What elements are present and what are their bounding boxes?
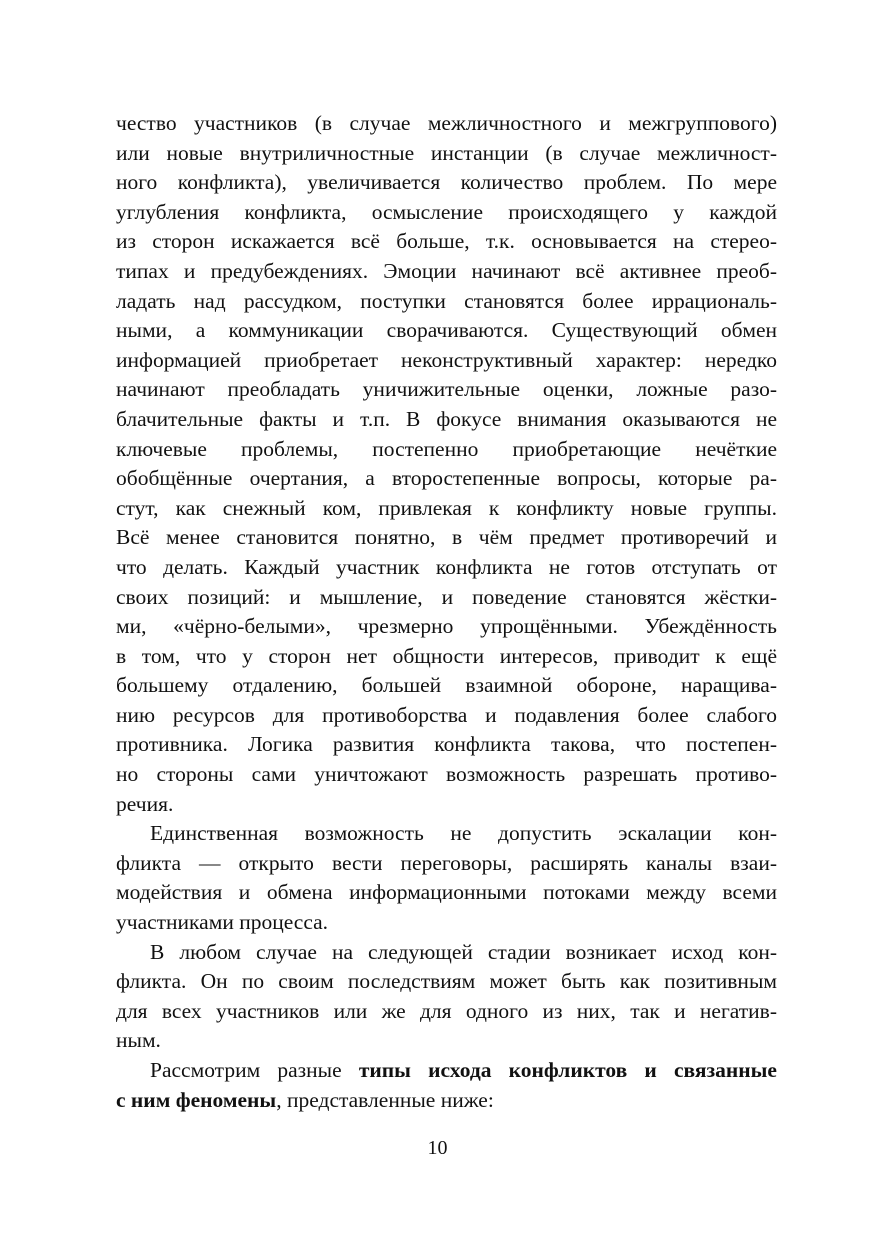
- text-line: что делать. Каждый участник конфликта не готов отступать от: [116, 554, 777, 579]
- plain-text: , представленные ниже:: [276, 1087, 494, 1112]
- text-line: ключевые проблемы, постепенно приобретающие нечёткие: [116, 436, 777, 461]
- text-line: [116, 1086, 777, 1116]
- text-line: Всё менее становится понятно, в чём предмет противоречий и: [116, 525, 777, 550]
- text-line: информацией приобретает неконструктивный характер: нередко: [116, 347, 777, 372]
- page-number: 10: [427, 1137, 448, 1159]
- text-line: большему отдалению, большей взаимной обороне, наращива-: [116, 673, 777, 698]
- text-line: для всех участников или же для одного из них, так и негатив-: [116, 998, 777, 1023]
- bold-term: типы исхода конфликтов и связанные: [358, 1058, 777, 1082]
- text-line: [116, 1056, 777, 1086]
- text-line: из сторон искажается всё больше, т.к. основывается на стерео-: [116, 229, 777, 254]
- text-line: или новые внутриличностные инстанции (в случае межличност-: [116, 140, 777, 165]
- text-line: ми, «чёрно-белыми», чрезмерно упрощёнными. Убеждённость: [116, 614, 777, 639]
- text-line: стут, как снежный ком, привлекая к конфликту новые группы.: [116, 495, 777, 520]
- text-line: обобщённые очертания, а второстепенные вопросы, которые ра-: [116, 466, 777, 491]
- text-line: но стороны сами уничтожают возможность разрешать противо-: [116, 762, 777, 787]
- text-line: Единственная возможность не допустить эскалации кон-: [150, 821, 777, 846]
- plain-text: Рассмотрим разные: [150, 1058, 359, 1082]
- text-line: типах и предубеждениях. Эмоции начинают всё активнее преоб-: [116, 258, 777, 283]
- text-line: начинают преобладать уничижительные оценки, ложные разо-: [116, 377, 777, 402]
- text-line: углубления конфликта, осмысление происходящего у каждой: [116, 199, 777, 224]
- text-line: ным.: [116, 1028, 161, 1053]
- paragraph-4: [116, 1056, 777, 1115]
- text-line: в том, что у сторон нет общности интересов, приводит к ещё: [116, 643, 777, 668]
- text-line: фликта — открыто вести переговоры, расширять каналы взаи-: [116, 850, 777, 875]
- paragraph-2: [116, 819, 777, 937]
- paragraph-1: [116, 109, 777, 819]
- text-line: нию ресурсов для противоборства и подавления более слабого: [116, 702, 777, 727]
- text-line: противника. Логика развития конфликта такова, что постепен-: [116, 732, 777, 757]
- text-line: ными, а коммуникации сворачиваются. Существующий обмен: [116, 318, 777, 343]
- text-line: своих позиций: и мышление, и поведение становятся жёстки-: [116, 584, 777, 609]
- text-line: модействия и обмена информационными потоками между всеми: [116, 880, 777, 905]
- text-line: чество участников (в случае межличностного и межгруппового): [116, 111, 777, 135]
- text-line: речия.: [116, 791, 174, 816]
- page-text: [116, 109, 777, 1115]
- text-line: фликта. Он по своим последствиям может быть как позитивным: [116, 969, 777, 994]
- text-line: В любом случае на следующей стадии возникает исход кон-: [150, 939, 777, 964]
- text-line: блачительные факты и т.п. В фокусе внимания оказываются не: [116, 406, 777, 431]
- text-line: участниками процесса.: [116, 910, 329, 935]
- bold-term: с ним феномены: [116, 1087, 277, 1112]
- paragraph-3: [116, 938, 777, 1056]
- text-line: ладать над рассудком, поступки становятся более иррациональ-: [116, 288, 777, 313]
- text-line: ного конфликта), увеличивается количество проблем. По мере: [116, 170, 777, 195]
